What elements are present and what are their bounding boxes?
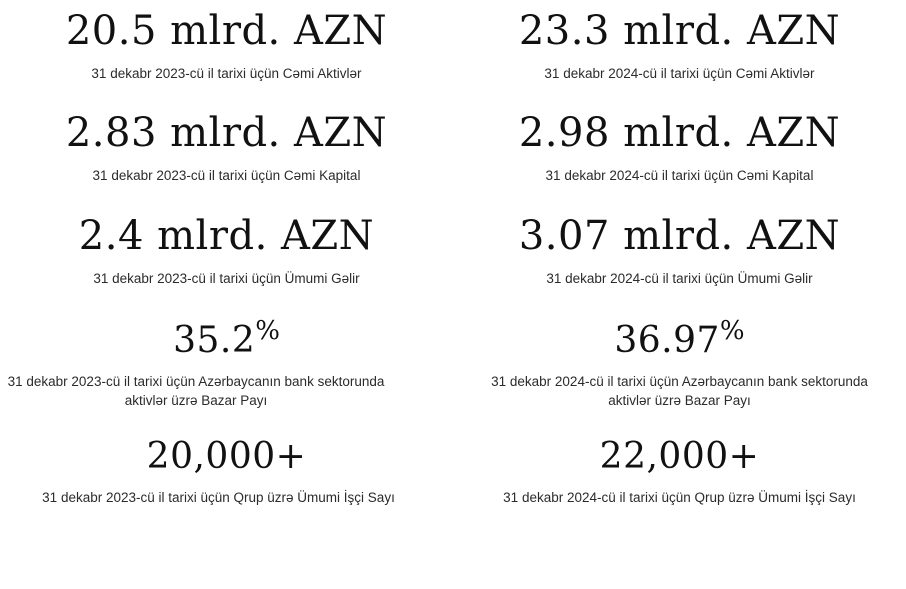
stat-label: 31 dekabr 2023-cü il tarixi üçün Ümumi Gəlir <box>93 271 360 286</box>
stat-value <box>8 318 445 360</box>
stat-value: 20,000+ <box>146 436 307 477</box>
stat-label: 31 dekabr 2024-cü il tarixi üçün Cəmi Aktivlər <box>544 66 815 81</box>
stat-value: 23.3 mlrd. AZN <box>518 8 841 54</box>
stat-value-number: 35.2 <box>173 320 256 361</box>
stat-value: 2.4 mlrd. AZN <box>78 213 375 259</box>
stat-headcount-2024 <box>453 438 906 538</box>
stat-label: 31 dekabr 2023-cü il tarixi üçün Azərbaycanın bank sektorunda aktivlər üzrə Bazar Payı <box>7 373 385 409</box>
stat-value: 22,000+ <box>599 436 760 477</box>
stat-label: 31 dekabr 2023-cü il tarixi üçün Cəmi Kapital <box>92 168 361 183</box>
stat-value <box>461 318 898 360</box>
stat-total-income-2024 <box>453 215 906 318</box>
stat-headcount-2023 <box>0 438 453 538</box>
percent-sign: % <box>255 316 280 346</box>
stat-total-capital-2023 <box>0 112 453 215</box>
stat-market-share-2023 <box>0 318 453 438</box>
stat-label: 31 dekabr 2023-cü il tarixi üçün Qrup üzrə Ümumi İşçi Sayı <box>42 489 395 505</box>
stat-total-capital-2024 <box>453 112 906 215</box>
stat-total-assets-2024 <box>453 10 906 112</box>
stat-label: 31 dekabr 2024-cü il tarixi üçün Qrup üzrə Ümumi İşçi Sayı <box>503 489 856 505</box>
percent-sign: % <box>719 316 745 346</box>
stat-total-income-2023 <box>0 215 453 318</box>
stat-value: 2.98 mlrd. AZN <box>518 110 841 156</box>
stat-label: 31 dekabr 2023-cü il tarixi üçün Cəmi Aktivlər <box>91 66 362 81</box>
stat-label: 31 dekabr 2024-cü il tarixi üçün Cəmi Kapital <box>545 168 814 183</box>
stat-value: 20.5 mlrd. AZN <box>65 8 388 54</box>
stat-label: 31 dekabr 2024-cü il tarixi üçün Ümumi Gəlir <box>546 271 813 286</box>
stat-label: 31 dekabr 2024-cü il tarixi üçün Azərbaycanın bank sektorunda aktivlər üzrə Bazar Payı <box>491 373 868 409</box>
stat-value-number: 36.97 <box>614 320 720 361</box>
stat-value: 2.83 mlrd. AZN <box>65 110 388 156</box>
stat-value: 3.07 mlrd. AZN <box>518 213 841 259</box>
stat-total-assets-2023 <box>0 10 453 112</box>
stat-market-share-2024 <box>453 318 906 438</box>
